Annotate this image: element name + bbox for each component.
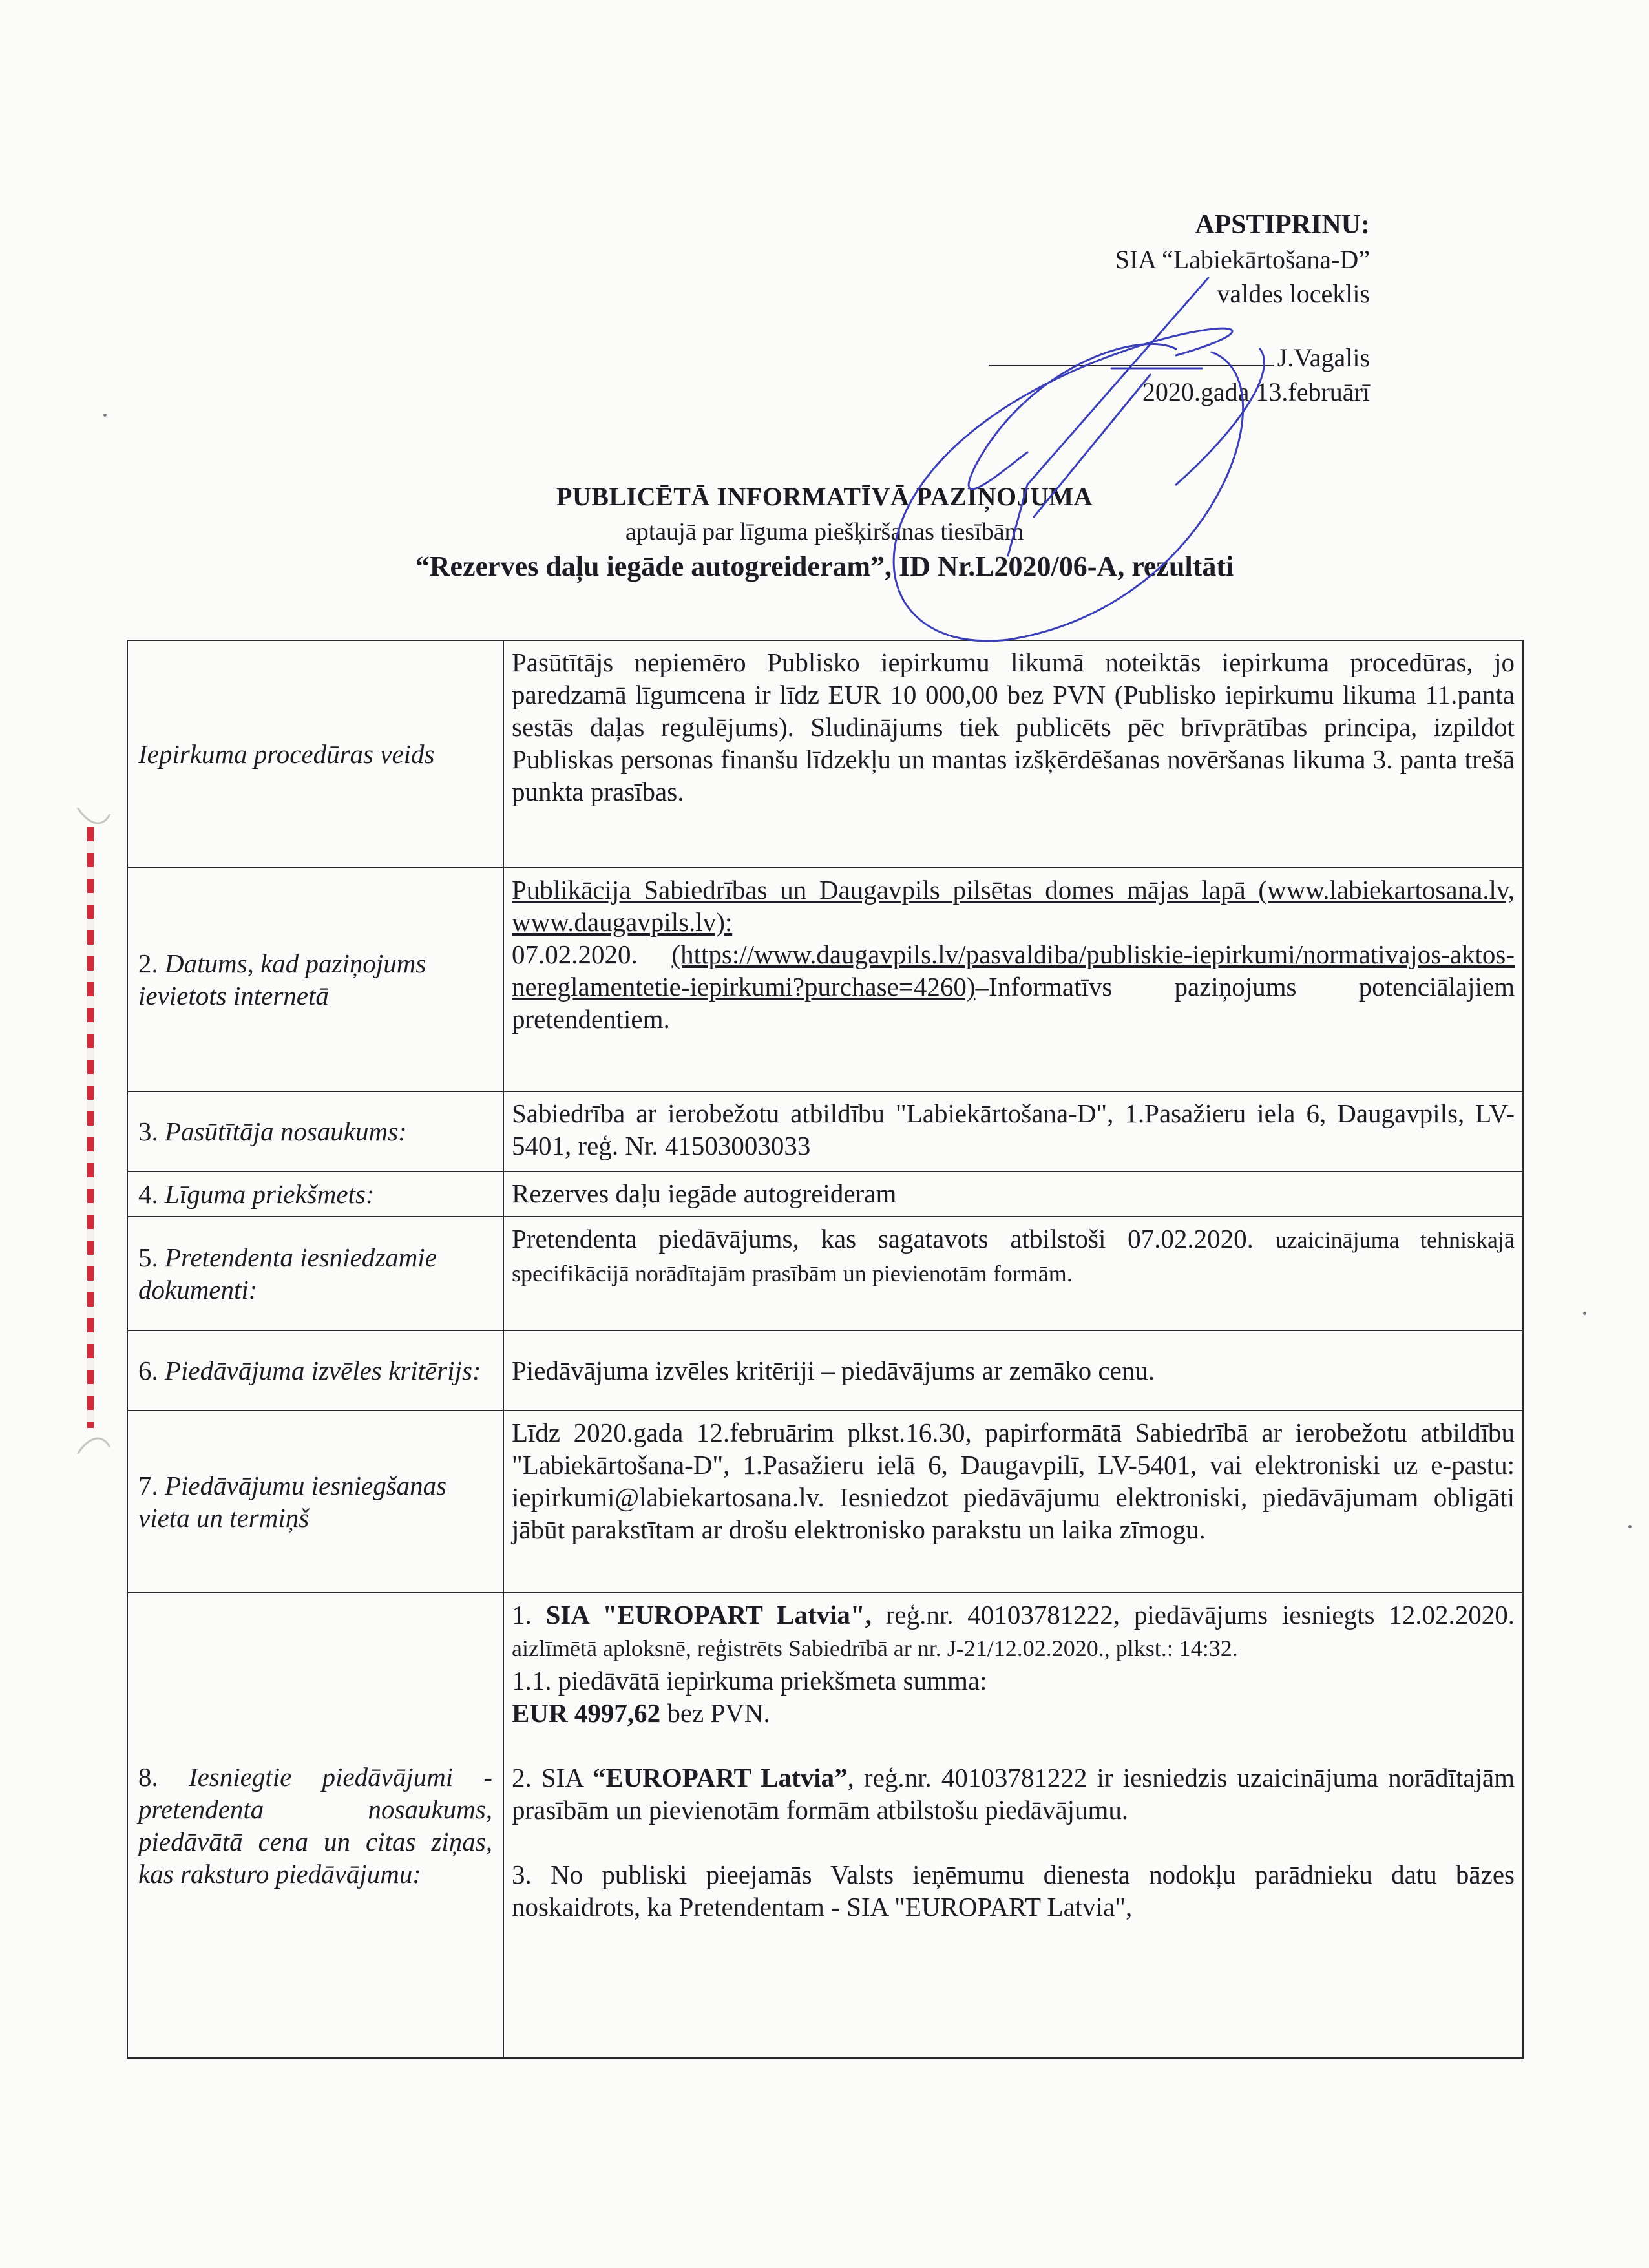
row-value: Pasūtītājs nepiemēro Publisko iepirkumu likumā noteiktās iepirkuma procedūras, jo paredzamā līgumcena ir līdz EUR 10 000,00 bez PVN (Publisko iepirkumu likuma 11.panta sestās daļas regulējums). Sludinājums tiek publicēts pēc brīvprātības principa, izpildot Publiskas personas finanšu līdzekļu un mantas izšķērdēšanas novēršanas likuma 3. panta trešā punkta prasības. — [503, 640, 1523, 868]
row-value — [503, 1217, 1523, 1330]
row-label — [127, 1171, 503, 1217]
approval-label: APSTIPRINU: — [1195, 210, 1370, 240]
approval-signer: J.Vagalis — [1277, 343, 1370, 372]
signature-scribble — [814, 271, 1305, 685]
table-row — [127, 1171, 1523, 1217]
heading-subtitle: aptaujā par līguma piešķiršanas tiesībām — [625, 518, 1024, 545]
thread-loop-top — [78, 808, 110, 823]
row-number: 2. — [138, 949, 158, 978]
documents-text-a: Pretendenta piedāvājums, kas sagatavots atbilstoši 07.02.2020. — [512, 1224, 1254, 1254]
row-number: 3. — [138, 1117, 158, 1146]
row-value: Sabiedrība ar ierobežotu atbildību "Labiekārtošana-D", 1.Pasažieru iela 6, Daugavpils, LV-5401, reģ. Nr. 41503003033 — [503, 1091, 1523, 1171]
publication-tail: –Informatīvs paziņojums potenciālajiem pretendentiem. — [512, 972, 1515, 1034]
row-label-text: Iesniegtie piedāvājumi - pretendenta nosaukums, piedāvātā cena un citas ziņas, kas raksturo piedāvājumu: — [138, 1762, 492, 1889]
row-number: 4. — [138, 1179, 158, 1209]
row-label — [127, 1330, 503, 1411]
row-number: 8. — [138, 1762, 158, 1792]
spacer — [512, 1729, 1515, 1761]
offer-compliance — [512, 1761, 1515, 1826]
publication-link[interactable]: (https://www.daugavpils.lv/pasvaldiba/publiskie-iepirkumi/normativajos-aktos-nereglamentetie-iepirkumi?purchase=4260) — [512, 940, 1515, 1002]
offer-sum-tail: bez PVN. — [667, 1698, 770, 1728]
row-label — [127, 1091, 503, 1171]
row-label — [127, 640, 503, 868]
offer-text-b: aizlīmētā aploksnē, reģistrēts Sabiedrībā ar nr. J-21/12.02.2020., plkst.: 14:32. — [512, 1635, 1238, 1661]
offer-tax-check: 3. No publiski pieejamās Valsts ieņēmumu dienesta nodokļu parādnieku datu bāzes noskaidrots, ka Pretendentam - SIA "EUROPART Latvia", — [512, 1860, 1515, 1922]
row-label — [127, 1217, 503, 1330]
row-value: Līdz 2020.gada 12.februārim plkst.16.30, papirformātā Sabiedrībā ar ierobežotu atbildību "Labiekārtošana-D", 1.Pasažieru ielā 6, Daugavpilī, LV-5401, vai elektroniski uz e-pastu: iepirkumi@labiekartosana.lv. Iesniedzot piedāvājumu elektroniski, piedāvājumam obligāti jābūt parakstītam ar drošu elektronisko parakstu un laika zīmogu. — [503, 1411, 1523, 1593]
documents-text-b: uzaicinājuma tehniskajā specifikācijā norādītajām prasībām un pievienotām formām. — [512, 1227, 1515, 1286]
offer-number: 1. — [512, 1600, 532, 1630]
row-label-text: Piedāvājumu iesniegšanas vieta un termiņš — [138, 1471, 447, 1533]
row-label-text: Piedāvājuma izvēles kritērijs: — [165, 1356, 481, 1385]
heading-procurement: “Rezerves daļu iegāde autogreideram”, ID Nr.L2020/06-A, rezultāti — [415, 551, 1234, 582]
row-number: 7. — [138, 1471, 158, 1500]
row-label-text: Pasūtītāja nosaukums: — [165, 1117, 407, 1146]
speck — [103, 414, 107, 417]
row-number: 6. — [138, 1356, 158, 1385]
thread-loop-bottom — [78, 1438, 110, 1454]
heading-title: PUBLICĒTĀ INFORMATĪVĀ PAZIŅOJUMA — [556, 482, 1093, 511]
row-label-text: Pretendenta iesniedzamie dokumenti: — [138, 1243, 437, 1305]
speck — [1583, 1312, 1586, 1315]
row-number: 5. — [138, 1243, 158, 1272]
approval-company: SIA “Labiekārtošana-D” — [1115, 245, 1370, 274]
table-row — [127, 1411, 1523, 1593]
row-value — [503, 1593, 1523, 2058]
row-value: Piedāvājuma izvēles kritēriji – piedāvājums ar zemāko cenu. — [503, 1330, 1523, 1411]
publication-date: 07.02.2020. — [512, 940, 638, 969]
compliance-text: , reģ.nr. 40103781222 ir iesniedzis uzaicinājuma norādītajām prasībām un pievienotām formām atbilstošu piedāvājumu. — [512, 1763, 1515, 1825]
row-label — [127, 868, 503, 1091]
compliance-number: 2. SIA — [512, 1763, 583, 1792]
speck — [1628, 1525, 1632, 1528]
binding-thread — [65, 808, 116, 1454]
offer-1 — [512, 1599, 1515, 1664]
offer-sum-value: EUR 4997,62 — [512, 1698, 661, 1728]
results-table — [127, 640, 1524, 2059]
offer-bidder: SIA "EUROPART Latvia", — [545, 1600, 872, 1630]
row-label-text: Datums, kad paziņojums ievietots internetā — [138, 949, 426, 1011]
table-row — [127, 1593, 1523, 2058]
offer-sum — [512, 1697, 1515, 1729]
compliance-bidder: “EUROPART Latvia” — [592, 1763, 848, 1792]
publication-text: Publikācija Sabiedrības un Daugavpils pilsētas domes mājas lapā (www.labiekartosana.lv, www.daugavpils.lv): — [512, 875, 1515, 937]
table-row — [127, 1330, 1523, 1411]
row-label — [127, 1593, 503, 2058]
table-row — [127, 1217, 1523, 1330]
row-label-text: Iepirkuma procedūras veids — [138, 739, 435, 769]
spacer — [512, 1826, 1515, 1858]
row-label — [127, 1411, 503, 1593]
offer-text-a: reģ.nr. 40103781222, piedāvājums iesniegts 12.02.2020. — [885, 1600, 1515, 1630]
table-row — [127, 1091, 1523, 1171]
approval-date: 2020.gada 13.februārī — [1142, 377, 1370, 406]
offer-sum-label: 1.1. piedāvātā iepirkuma priekšmeta summa: — [512, 1666, 987, 1696]
approval-position: valdes loceklis — [1217, 279, 1370, 308]
row-label-text: Līguma priekšmets: — [165, 1179, 375, 1209]
row-value: Rezerves daļu iegāde autogreideram — [503, 1171, 1523, 1217]
row-value — [503, 868, 1523, 1091]
table-row — [127, 868, 1523, 1091]
signature-strokes — [894, 278, 1264, 641]
